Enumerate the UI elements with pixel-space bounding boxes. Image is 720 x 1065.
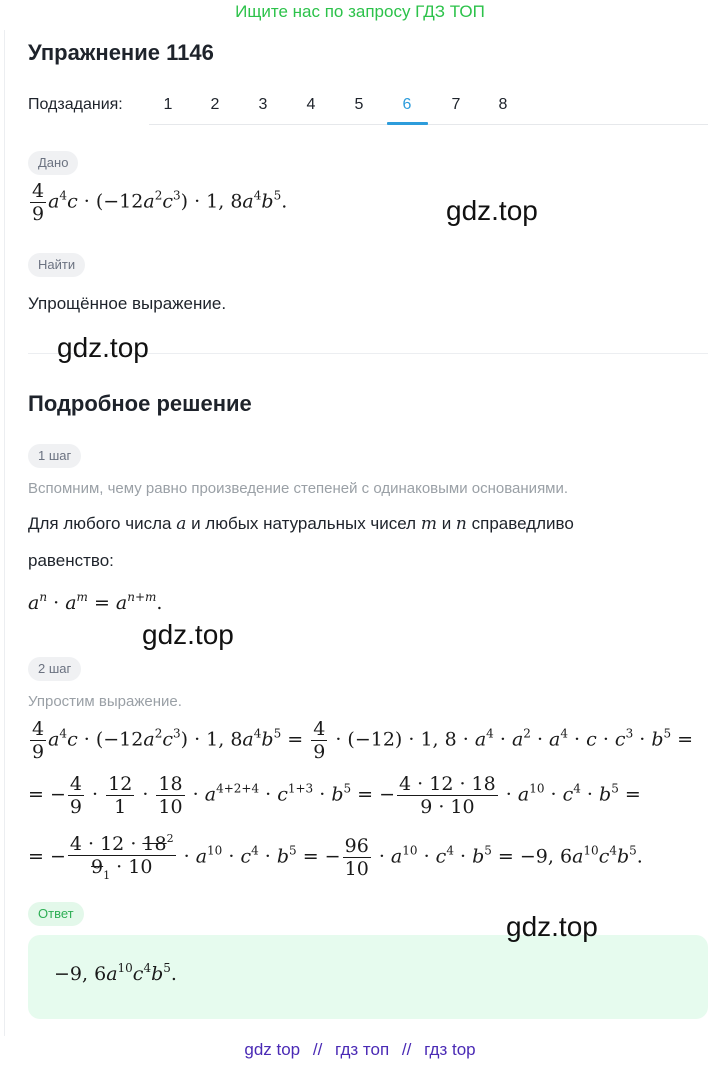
step1-statement: Для любого числа a и любых натуральных чисел m и n справедливо [28, 514, 574, 534]
subtask-tab-5[interactable]: 5 [354, 96, 364, 113]
power-rule-formula: $a^n \cdot a^m = a^{n+m}$. [28, 590, 163, 614]
watermark: gdz.top [446, 195, 538, 226]
card-border [4, 30, 5, 1036]
step1-badge: 1 шаг [28, 444, 81, 468]
watermark: gdz.top [506, 911, 598, 942]
page-title: Упражнение 1146 [28, 40, 214, 65]
footer-link[interactable]: гдз топ [335, 1040, 390, 1059]
step1-hint: Вспомним, чему равно произведение степеней с одинаковыми основаниями. [28, 480, 569, 497]
solution-line-3: = − $\frac{4 \cdot 12 \cdot 18^2}{9_1 \cdot 10}$ · $a^{10} \cdot c^4 \cdot b^5$ = − $\frac{96}{10}$ · $a^{10} \cdot c^4 \cdot b^5 = -9$, $6a^{10}c^4b^5$. [28, 828, 643, 887]
statement-part: Для любого числа [28, 514, 172, 533]
step1-statement-cont: равенство: [28, 551, 114, 570]
statement-part: и [441, 514, 452, 533]
subtask-tab-7[interactable]: 7 [451, 96, 461, 113]
statement-part: и любых натуральных чисел [191, 514, 417, 533]
statement-part: справедливо [471, 514, 574, 533]
solution-title: Подробное решение [28, 391, 252, 416]
answer-badge: Ответ [28, 902, 84, 926]
footer-separator: // [401, 1040, 412, 1059]
step2-badge: 2 шаг [28, 657, 81, 681]
subtask-tab-1[interactable]: 1 [163, 96, 173, 113]
step2-hint: Упростим выражение. [28, 693, 182, 710]
footer-separator: // [312, 1040, 323, 1059]
footer-links [0, 1040, 720, 1060]
solution-line-2: = − $\frac{4}{9}$ · $\frac{12}{1}$ · $\frac{18}{10}$ · $a^{4+2+4} \cdot c^{1+3} \cdot b^5$ = − $\frac{4 \cdot 12 \cdot 18}{9 \cdot 10}$ · $a^{10} \cdot c^4 \cdot b^5$ = [28, 773, 641, 818]
subtask-tab-4[interactable]: 4 [306, 96, 316, 113]
watermark: gdz.top [57, 332, 149, 363]
subtasks-divider [149, 124, 708, 125]
footer-link[interactable]: gdz top [244, 1040, 301, 1059]
subtask-tab-8[interactable]: 8 [498, 96, 508, 113]
given-expression: $\frac{4}{9}$ $a^4c \cdot (-12a^2c^3) \cdot 1$, $8a^4b^5$. [32, 180, 288, 225]
subtask-tab-2[interactable]: 2 [210, 96, 220, 113]
given-badge: Дано [28, 151, 78, 175]
subtask-tab-6[interactable]: 6 [402, 96, 412, 113]
subtasks-label: Подзадания: [28, 96, 123, 113]
subtask-tab-3[interactable]: 3 [258, 96, 268, 113]
answer-expression: −9, $6a^{10}c^4b^5$. [54, 961, 177, 985]
find-text: Упрощённое выражение. [28, 294, 227, 313]
promo-banner: Ищите нас по запросу ГДЗ ТОП [235, 2, 485, 21]
watermark: gdz.top [142, 619, 234, 650]
active-tab-indicator [387, 122, 428, 125]
solution-line-1: $\frac{4}{9}$ $a^4c \cdot (-12a^2c^3) \cdot 1$, $8a^4b^5$ = $\frac{4}{9}$ · (−12) · 1, $8 \cdot a^4 \cdot a^2 \cdot a^4 \cdot c \cdot c^3 \cdot b^5$ = [32, 718, 694, 763]
footer-link[interactable]: гдз top [424, 1040, 476, 1059]
find-badge: Найти [28, 253, 85, 277]
